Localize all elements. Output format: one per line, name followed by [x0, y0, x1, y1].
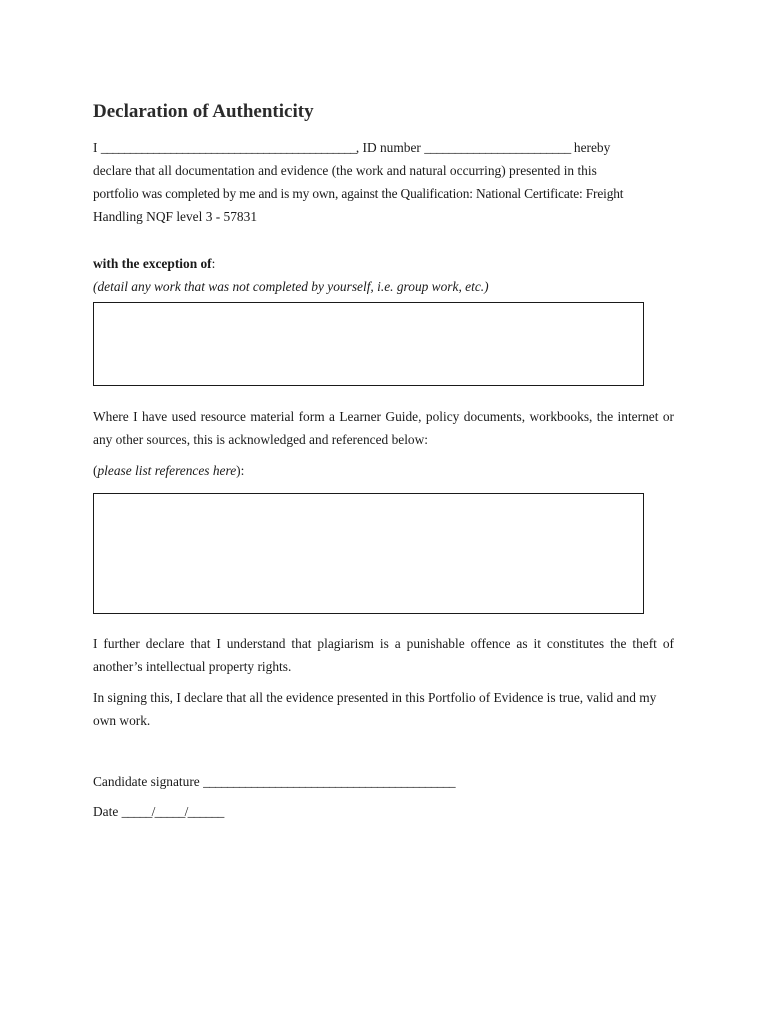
date-blank[interactable]: _____/_____/______	[121, 804, 224, 819]
id-number-label: , ID number	[355, 140, 425, 155]
references-box[interactable]	[93, 493, 644, 614]
date-line	[93, 800, 674, 823]
exception-section	[93, 252, 674, 298]
exception-colon: :	[211, 256, 216, 271]
intro-suffix: hereby	[570, 140, 611, 155]
intro-line-2: declare that all documentation and evidence (the work and natural occurring) presented in this	[93, 163, 597, 178]
intro-paragraph	[93, 136, 674, 228]
signature-blank[interactable]: __________________________________________	[203, 774, 455, 789]
signing-paragraph: In signing this, I declare that all the evidence presented in this Portfolio of Evidence is true, valid and my own work.	[93, 690, 657, 728]
resources-paragraph: Where I have used resource material form a Learner Guide, policy documents, workbooks, the internet or any other sources, this is acknowledged and referenced below:	[93, 409, 674, 447]
exception-hint: (detail any work that was not completed by yourself, i.e. group work, etc.)	[93, 279, 489, 294]
exception-label: with the exception of	[93, 256, 212, 271]
references-hint-close: ):	[236, 463, 245, 478]
name-blank[interactable]: ____________________________________________	[100, 140, 356, 155]
references-hint-open: (	[93, 463, 98, 478]
page-title: Declaration of Authenticity	[93, 101, 314, 122]
signature-line	[93, 770, 674, 793]
date-label: Date	[93, 804, 122, 819]
intro-line-1	[93, 136, 674, 159]
intro-prefix: I	[93, 140, 101, 155]
intro-line-4: Handling NQF level 3 - 57831	[93, 209, 258, 224]
exception-label-line	[93, 252, 674, 275]
references-hint	[93, 459, 674, 482]
references-hint-text: please list references here	[97, 463, 237, 478]
id-number-blank[interactable]: ________________________	[424, 140, 571, 155]
signature-label: Candidate signature	[93, 774, 204, 789]
exception-details-box[interactable]	[93, 302, 644, 386]
plagiarism-paragraph: I further declare that I understand that plagiarism is a punishable offence as it constitutes the theft of another’s intellectual property rights.	[93, 636, 674, 674]
intro-line-3: portfolio was completed by me and is my own, against the Qualification: National Certificate: Freight	[93, 186, 624, 201]
